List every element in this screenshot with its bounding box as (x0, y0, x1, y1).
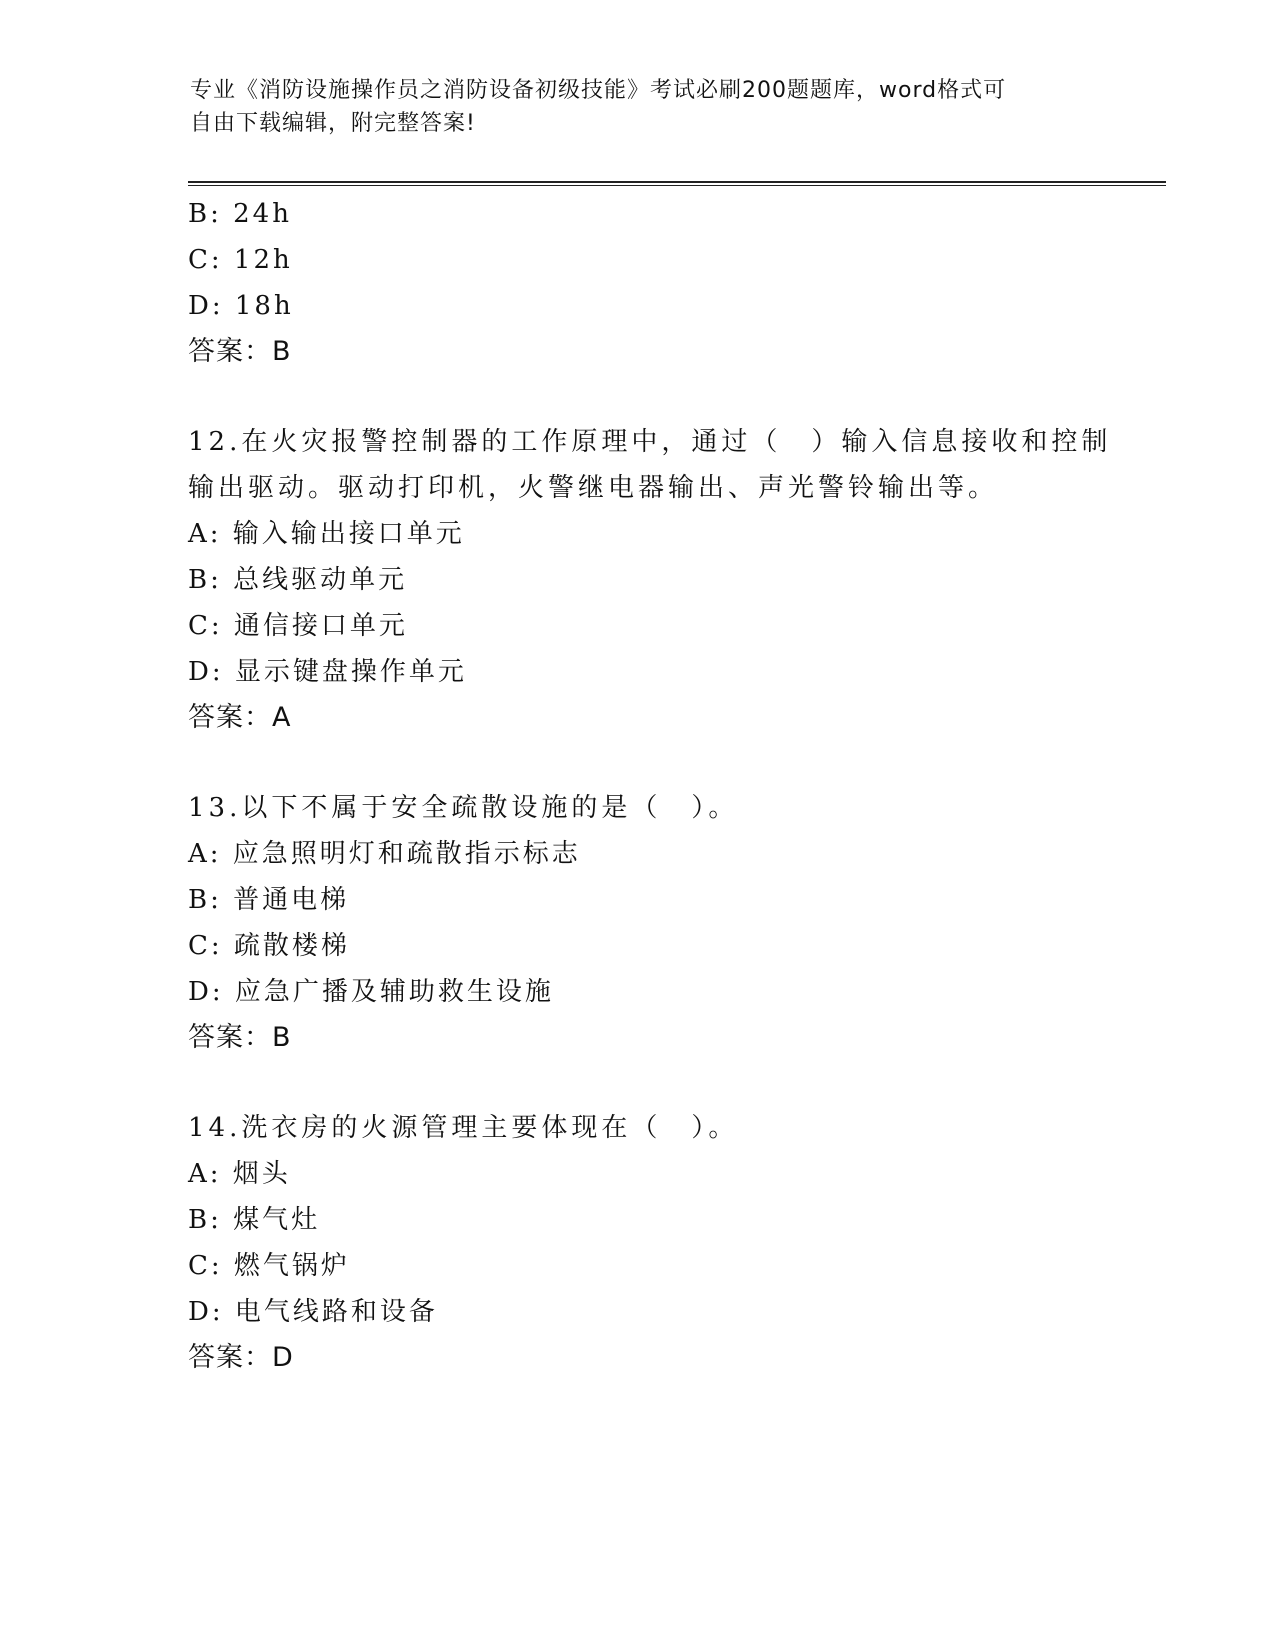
question-content (188, 191, 1138, 1381)
option-b: B: 普通电梯 (188, 885, 350, 915)
question-text-line: 13.以下不属于安全疏散设施的是（ ）。 (188, 793, 739, 823)
option-b: B: 总线驱动单元 (188, 565, 408, 595)
spacer (188, 375, 1138, 419)
option-d: D: 应急广播及辅助救生设施 (188, 977, 554, 1007)
spacer (188, 1061, 1138, 1105)
header-divider (188, 181, 1166, 186)
partial-question-11 (188, 191, 1138, 375)
question-text-line: 输出驱动。驱动打印机，火警继电器输出、声光警铃输出等。 (188, 473, 999, 503)
answer-line: 答案：B (188, 336, 292, 367)
answer-line: 答案：A (188, 702, 292, 733)
option-b: B: 24h (188, 199, 292, 229)
document-header (190, 74, 1090, 140)
option-a: A: 应急照明灯和疏散指示标志 (188, 839, 581, 869)
option-c: C: 燃气锅炉 (188, 1251, 350, 1281)
option-d: D: 18h (188, 291, 294, 321)
answer-line: 答案：B (188, 1022, 292, 1053)
option-c: C: 12h (188, 245, 293, 275)
question-12 (188, 419, 1138, 741)
option-b: B: 煤气灶 (188, 1205, 321, 1235)
header-line-2: 自由下载编辑，附完整答案! (190, 111, 476, 136)
option-a: A: 烟头 (188, 1159, 291, 1189)
question-text-line: 14.洗衣房的火源管理主要体现在（ ）。 (188, 1113, 739, 1143)
question-14 (188, 1105, 1138, 1381)
question-text-line: 12.在火灾报警控制器的工作原理中，通过（ ）输入信息接收和控制 (188, 427, 1112, 457)
option-d: D: 显示键盘操作单元 (188, 657, 467, 687)
option-d: D: 电气线路和设备 (188, 1297, 438, 1327)
option-a: A: 输入输出接口单元 (188, 519, 465, 549)
question-13 (188, 785, 1138, 1061)
header-line-1: 专业《消防设施操作员之消防设备初级技能》考试必刷200题题库，word格式可 (190, 78, 1007, 103)
option-c: C: 疏散楼梯 (188, 931, 350, 961)
spacer (188, 741, 1138, 785)
answer-line: 答案：D (188, 1342, 294, 1373)
option-c: C: 通信接口单元 (188, 611, 408, 641)
